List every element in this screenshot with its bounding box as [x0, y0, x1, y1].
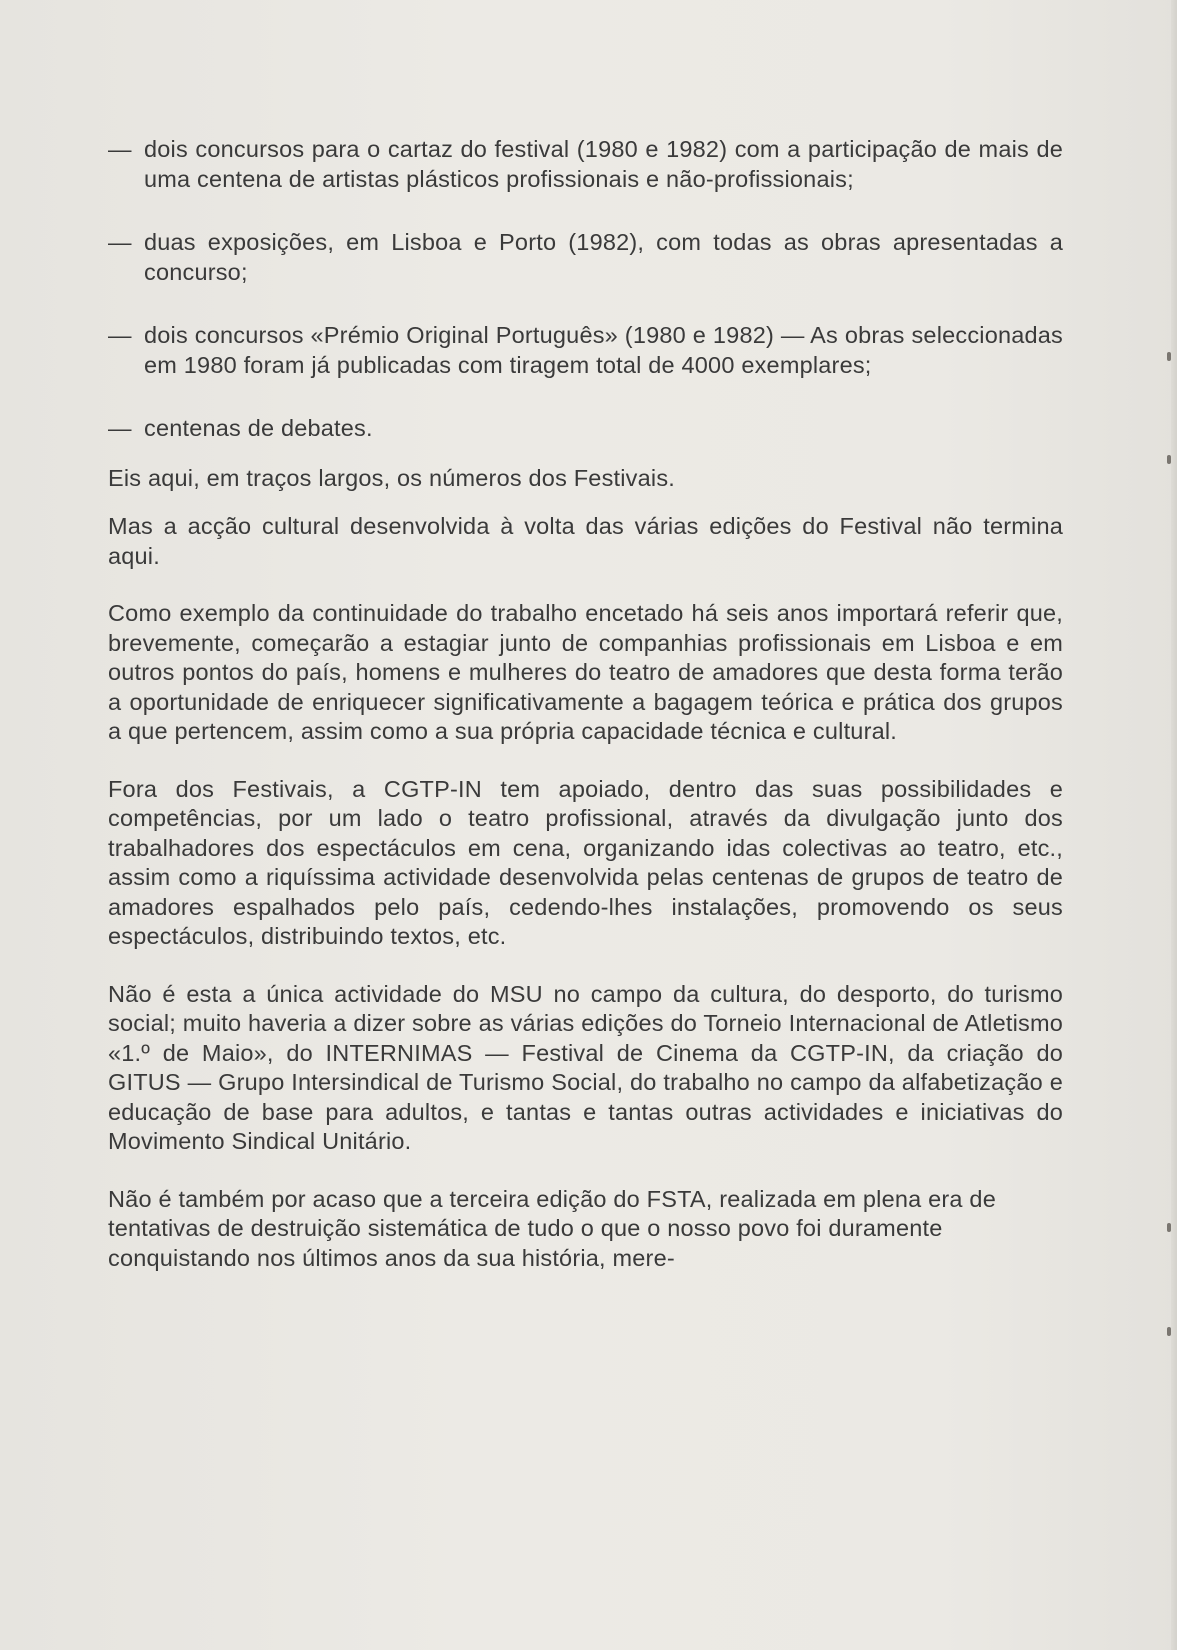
bullet-item — [108, 414, 1063, 444]
page-edge — [1171, 0, 1177, 1650]
bullet-item — [108, 135, 1063, 194]
bullet-text: duas exposições, em Lisboa e Porto (1982), com todas as obras apresentadas a concurso; — [144, 229, 1063, 285]
bullet-dash: — — [108, 229, 132, 255]
paragraph: Eis aqui, em traços largos, os números dos Festivais. — [108, 464, 675, 491]
bullet-text: dois concursos «Prémio Original Português» (1980 e 1982) — As obras seleccionadas em 1980 foram já publicadas com tiragem total de 4000 exemplares; — [144, 322, 1063, 378]
bullet-item — [108, 321, 1063, 380]
paragraph: Não é esta a única actividade do MSU no campo da cultura, do desporto, do turismo social; muito haveria a dizer sobre as várias edições do Torneio Internacional de Atletismo «1.º de Maio», do INTERNIMAS — Festival de Cinema da CGTP-IN, da criação do GITUS — Grupo Intersindical de Turismo Social, do trabalho no campo da alfabetização e educação de base para adultos, e tantas e tantas outras actividades e iniciativas do Movimento Sindical Unitário. — [108, 980, 1063, 1154]
document-body — [108, 135, 1063, 1301]
binding-mark — [1167, 455, 1171, 464]
paragraph: Não é também por acaso que a terceira edição do FSTA, realizada em plena era de tentativas de destruição sistemática de tudo o que o nosso povo foi duramente conquistando nos últimos anos da sua história, mere- — [108, 1185, 996, 1271]
bullet-dash: — — [108, 136, 132, 162]
binding-mark — [1167, 352, 1171, 361]
binding-mark — [1167, 1327, 1171, 1336]
paragraph: Mas a acção cultural desenvolvida à volta das várias edições do Festival não termina aqui. — [108, 513, 1063, 569]
bullet-dash: — — [108, 415, 132, 441]
bullet-text: dois concursos para o cartaz do festival (1980 e 1982) com a participação de mais de uma centena de artistas plásticos profissionais e não-profissionais; — [144, 136, 1063, 192]
bullet-text: centenas de debates. — [144, 415, 373, 441]
bullet-item — [108, 228, 1063, 287]
paragraph: Fora dos Festivais, a CGTP-IN tem apoiado, dentro das suas possibilidades e competências, por um lado o teatro profissional, através da divulgação junto dos trabalhadores dos espectáculos em cena, organizando idas colectivas ao teatro, etc., assim como a riquíssima actividade desenvolvida pelas centenas de grupos de teatro de amadores espalhados pelo país, cedendo-lhes instalações, promovendo os seus espectáculos, distribuindo textos, etc. — [108, 775, 1063, 949]
bullet-dash: — — [108, 322, 132, 348]
paragraph: Como exemplo da continuidade do trabalho encetado há seis anos importará referir que, brevemente, começarão a estagiar junto de companhias profissionais em Lisboa e em outros pontos do país, homens e mulheres do teatro de amadores que desta forma terão a oportunidade de enriquecer significativamente a bagagem teórica e prática dos grupos a que pertencem, assim como a sua própria capacidade técnica e cultural. — [108, 600, 1063, 744]
binding-mark — [1167, 1223, 1171, 1232]
